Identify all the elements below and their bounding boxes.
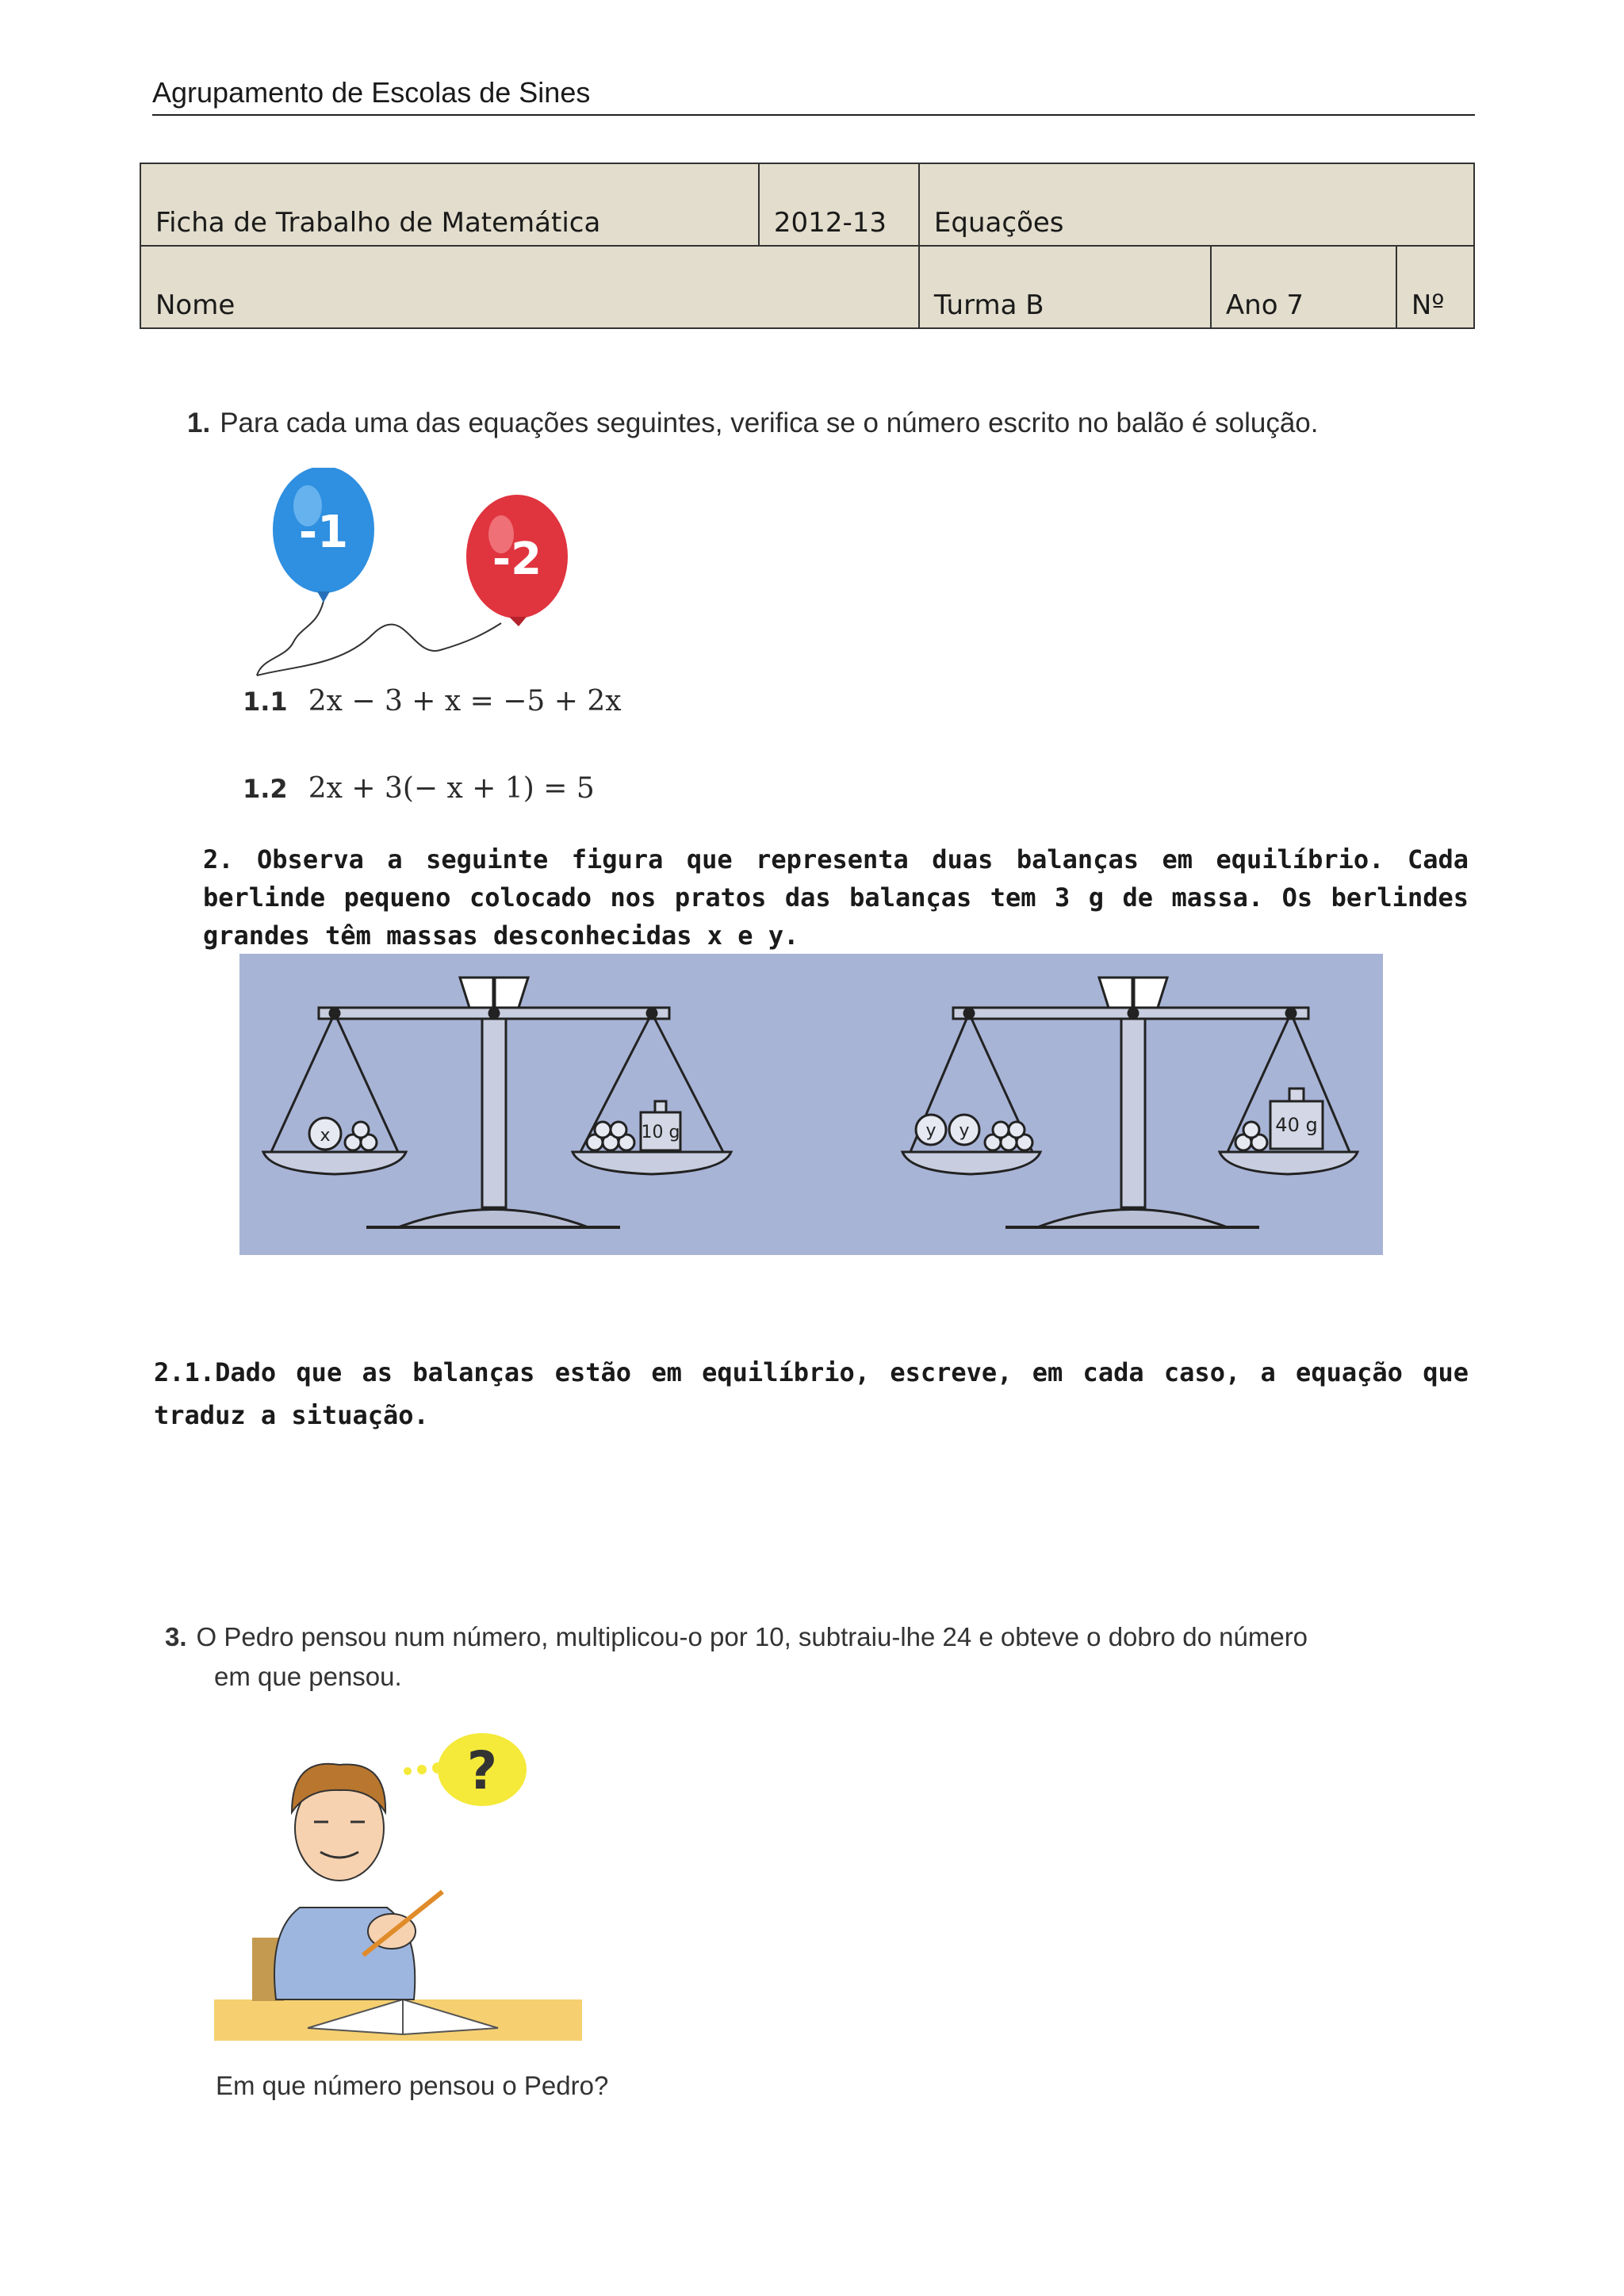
worksheet-title: Ficha de Trabalho de Matemática <box>140 163 759 246</box>
scale-1-unknown-label: x <box>320 1126 331 1146</box>
scale-2-unknown-label-a: y <box>925 1121 936 1141</box>
question-1 <box>187 408 1318 439</box>
question-3-number: 3. <box>165 1622 187 1651</box>
question-mark: ? <box>466 1740 498 1801</box>
red-balloon <box>466 495 568 626</box>
equation-1-2-number: 1.2 <box>243 774 288 804</box>
school-header: Agrupamento de Escolas de Sines <box>152 76 1475 116</box>
question-1-number: 1. <box>187 408 211 438</box>
student-number-field[interactable]: Nº <box>1396 246 1474 328</box>
class-field: Turma B <box>919 246 1211 328</box>
balance-scales-figure <box>239 954 1383 1255</box>
equation-1-1 <box>243 685 622 718</box>
worksheet-topic: Equações <box>919 163 1474 246</box>
worksheet-info-table <box>140 163 1475 329</box>
equation-1-1-number: 1.1 <box>243 687 288 717</box>
blue-balloon <box>273 468 374 603</box>
figure-background <box>239 954 1383 1255</box>
scale-2-weight-label: 40 g <box>1275 1114 1318 1136</box>
school-year: 2012-13 <box>759 163 919 246</box>
question-2-text: 2. Observa a seguinte figura que representa duas balanças em equilíbrio. Cada berlinde pequeno colocado nos pratos das balanças tem 3 g de massa. Os berlindes grandes têm massas desconhecidas x e y. <box>203 844 1469 951</box>
equation-1-2-text: 2x + 3(− x + 1) = 5 <box>308 772 595 805</box>
scale-2-unknown-label-b: y <box>959 1121 970 1141</box>
equation-1-1-text: 2x − 3 + x = −5 + 2x <box>308 685 622 718</box>
name-field[interactable]: Nome <box>140 246 919 328</box>
question-2-1-text: 2.1.Dado que as balanças estão em equilíbrio, escreve, em cada caso, a equação que traduz a situação. <box>154 1357 1469 1430</box>
red-balloon-label: -2 <box>492 534 542 585</box>
blue-balloon-label: -1 <box>298 507 349 558</box>
question-1-text: Para cada uma das equações seguintes, verifica se o número escrito no balão é solução. <box>220 408 1319 438</box>
question-3-prompt: Em que número pensou o Pedro? <box>216 2071 609 2100</box>
question-3-line-2: em que pensou. <box>214 1662 402 1691</box>
question-3-line-1: O Pedro pensou num número, multiplicou-o por 10, subtraiu-lhe 24 e obteve o dobro do número <box>196 1622 1308 1651</box>
question-3 <box>165 1617 1402 1697</box>
pedro-thinking-illustration <box>213 1733 585 2044</box>
balloons-illustration <box>246 468 579 682</box>
grade-field: Ano 7 <box>1211 246 1396 328</box>
scale-1-weight-label: 10 g <box>641 1123 680 1142</box>
equation-1-2 <box>243 772 595 805</box>
